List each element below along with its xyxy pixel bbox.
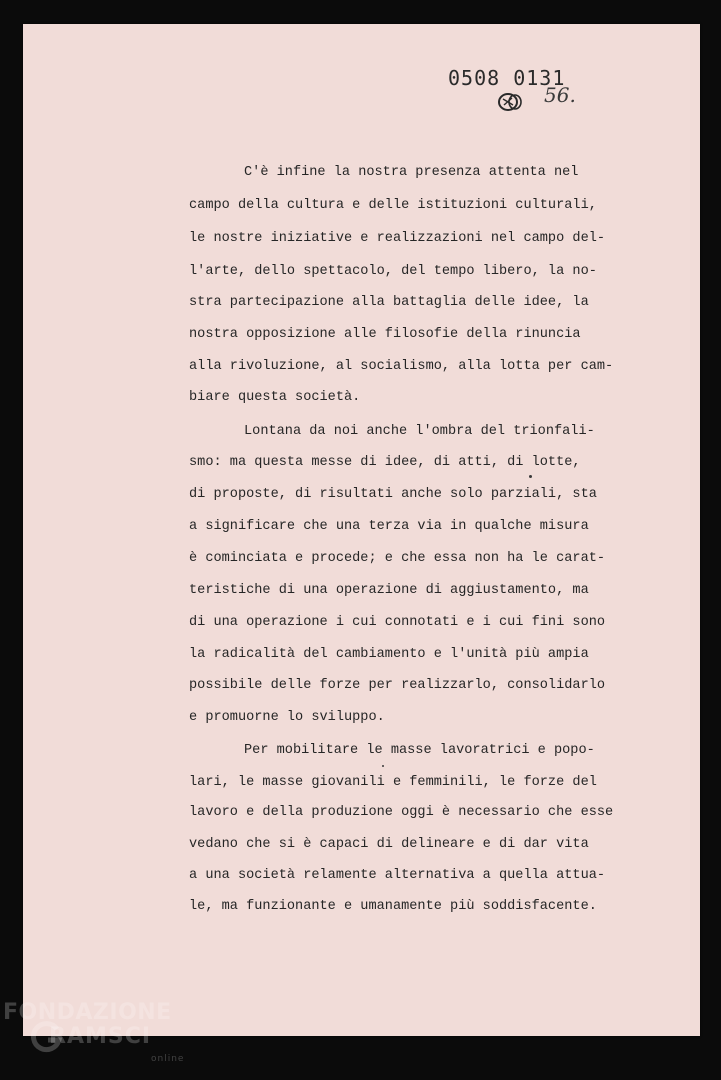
text-line: la radicalità del cambiamento e l'unità più ampia: [189, 647, 589, 662]
text-line: lari, le masse giovanili e femminili, le forze del: [189, 775, 597, 790]
text-line: le, ma funzionante e umanamente più soddisfacente.: [189, 899, 597, 914]
text-line: a significare che una terza via in qualche misura: [189, 519, 589, 534]
ink-speck: [382, 765, 384, 767]
text-line: lavoro e della produzione oggi è necessario che esse: [189, 805, 614, 820]
text-line: l'arte, dello spettacolo, del tempo libero, la no-: [189, 264, 597, 279]
text-line: biare questa società.: [189, 390, 361, 405]
text-line: le nostre iniziative e realizzazioni nel campo del-: [189, 231, 606, 246]
text-line: Lontana da noi anche l'ombra del trionfali-: [244, 424, 595, 439]
watermark-line1: FONDAZIONE: [3, 1000, 172, 1025]
text-line: e promuorne lo sviluppo.: [189, 710, 385, 725]
text-line: C'è infine la nostra presenza attenta nel: [244, 165, 579, 180]
text-line: a una società relamente alternativa a quella attua-: [189, 868, 606, 883]
ink-speck: [529, 475, 532, 478]
text-line: teristiche di una operazione di aggiustamento, ma: [189, 583, 589, 598]
text-line: alla rivoluzione, al socialismo, alla lotta per cam-: [189, 359, 614, 374]
text-line: nostra opposizione alle filosofie della rinuncia: [189, 327, 581, 342]
text-line: smo: ma questa messe di idee, di atti, di lotte,: [189, 455, 581, 470]
fondazione-gramsci-watermark: [3, 1000, 183, 1080]
text-line: stra partecipazione alla battaglia delle idee, la: [189, 295, 589, 310]
handwritten-page-number: 56.: [544, 83, 576, 107]
text-line: Per mobilitare le masse lavoratrici e popo-: [244, 743, 595, 758]
text-line: vedano che si è capaci di delineare e di dar vita: [189, 837, 589, 852]
text-line: di una operazione i cui connotati e i cui fini sono: [189, 615, 606, 630]
text-line: è cominciata e procede; e che essa non ha le carat-: [189, 551, 606, 566]
archive-stamp-icon: [497, 91, 523, 113]
archive-number: 0508 0131: [448, 66, 566, 90]
watermark-line2: RAMSCI: [49, 1024, 152, 1049]
text-line: possibile delle forze per realizzarlo, consolidarlo: [189, 678, 606, 693]
text-line: campo della cultura e delle istituzioni culturali,: [189, 198, 597, 213]
text-line: di proposte, di risultati anche solo parziali, sta: [189, 487, 597, 502]
watermark-suffix: online: [151, 1054, 185, 1064]
